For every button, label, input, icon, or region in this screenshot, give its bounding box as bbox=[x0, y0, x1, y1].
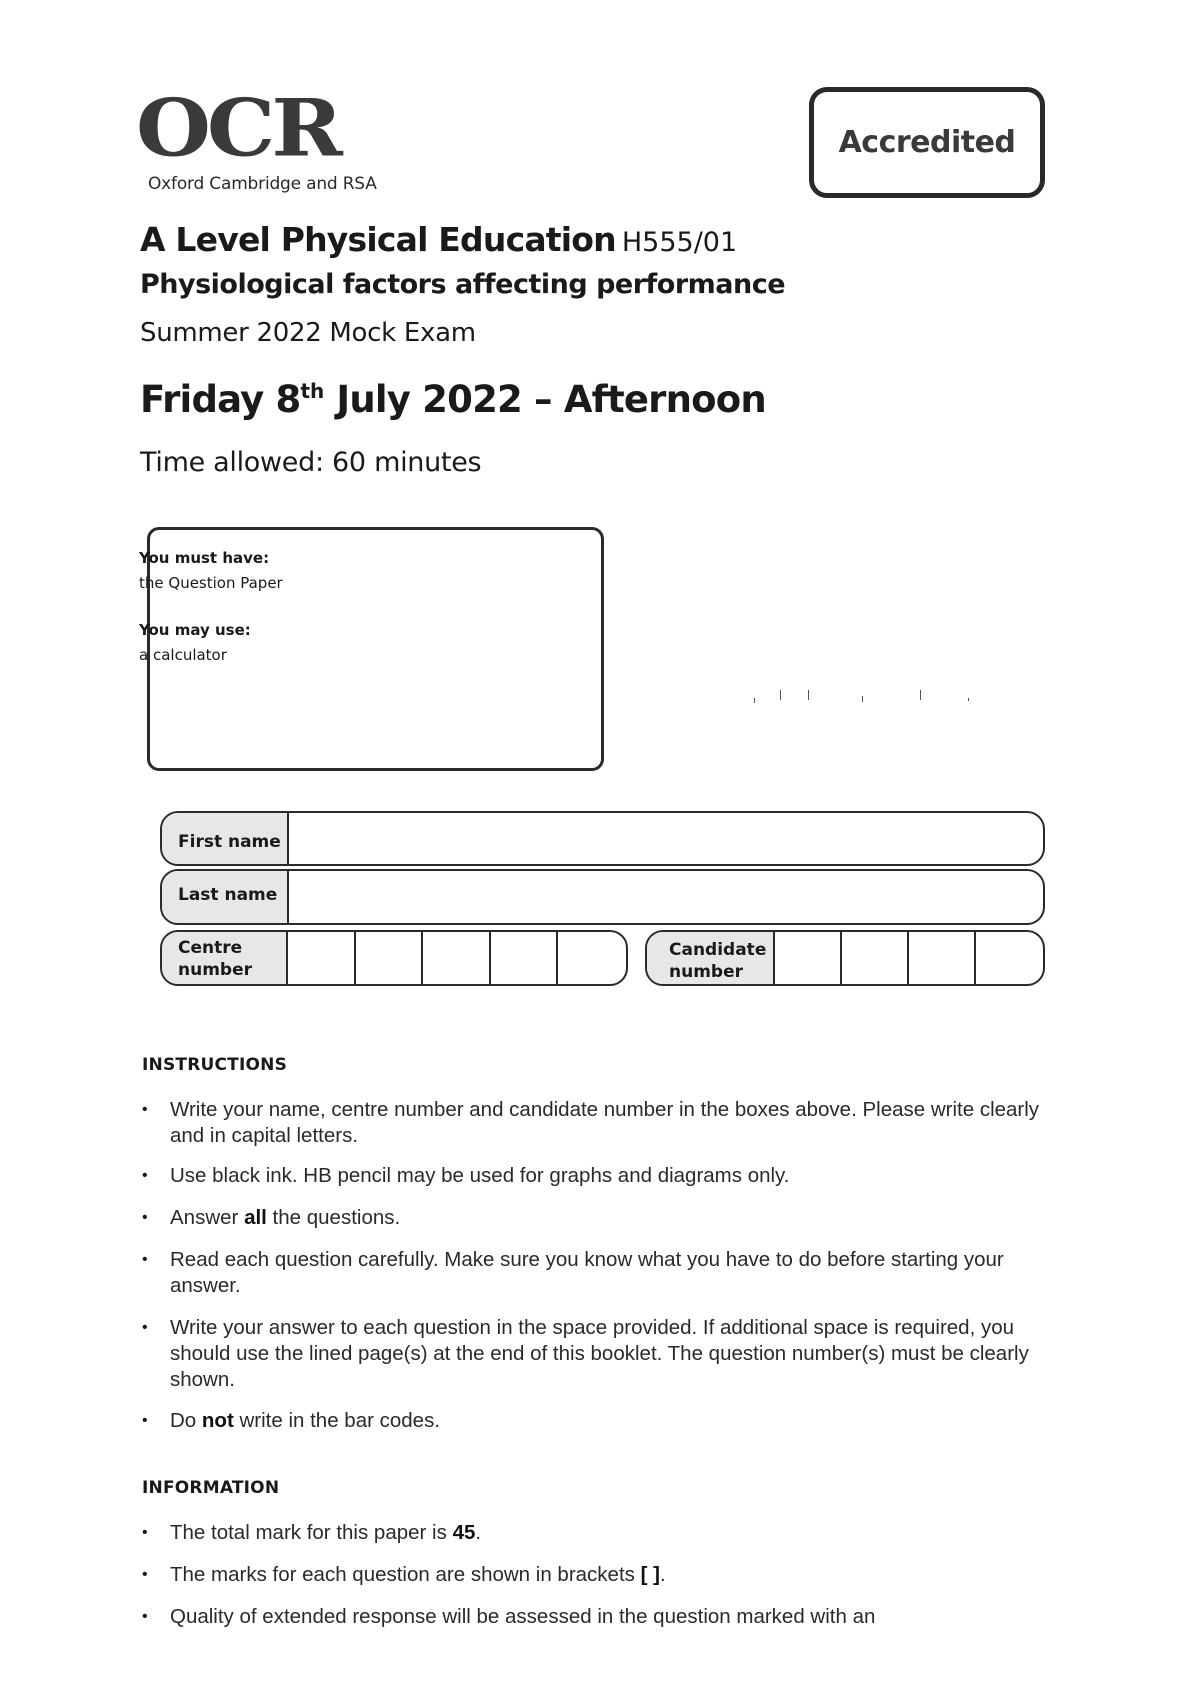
total-mark: 45 bbox=[452, 1521, 476, 1544]
title-block bbox=[140, 220, 1040, 478]
exam-date-day: Friday 8 bbox=[140, 378, 301, 421]
information-list bbox=[142, 1520, 1062, 1630]
centre-number-row bbox=[160, 930, 628, 986]
instruction-text: Write your answer to each question in the space provided. If additional space is required, you should use the lined page(s) at the end of this booklet. The question number(s) must be clearly shown. bbox=[170, 1316, 1029, 1391]
ocr-logo bbox=[136, 81, 396, 194]
list-item bbox=[142, 1520, 1062, 1546]
last-name-field[interactable] bbox=[289, 871, 1043, 923]
centre-number-label: Centre number bbox=[162, 932, 288, 984]
instruction-text: Write your name, centre number and candidate number in the boxes above. Please write clearly and in capital letters. bbox=[170, 1098, 1040, 1147]
list-item bbox=[142, 1205, 1062, 1231]
first-name-row bbox=[160, 811, 1045, 866]
exam-session: Summer 2022 Mock Exam bbox=[140, 318, 476, 348]
information-heading: INFORMATION bbox=[142, 1478, 280, 1498]
instructions-heading: INSTRUCTIONS bbox=[142, 1055, 288, 1075]
list-item bbox=[142, 1604, 1062, 1630]
exam-date-suffix: th bbox=[300, 379, 325, 403]
centre-number-digit[interactable] bbox=[423, 932, 491, 984]
information-text: . bbox=[659, 1563, 666, 1586]
instruction-text: write in the bar codes. bbox=[233, 1409, 441, 1432]
instructions-list bbox=[142, 1097, 1062, 1434]
logo-subtitle: Oxford Cambridge and RSA bbox=[148, 174, 377, 194]
qualification-title bbox=[140, 220, 1040, 259]
list-item bbox=[142, 1163, 1062, 1189]
list-item bbox=[142, 1247, 1062, 1299]
list-item bbox=[142, 1562, 1062, 1588]
instruction-text: Use black ink. HB pencil may be used for graphs and diagrams only. bbox=[170, 1164, 790, 1187]
first-name-label: First name bbox=[162, 813, 289, 864]
list-item bbox=[142, 1315, 1062, 1393]
centre-number-digit[interactable] bbox=[288, 932, 356, 984]
centre-number-digit[interactable] bbox=[356, 932, 424, 984]
instruction-emphasis: not bbox=[201, 1409, 234, 1432]
candidate-number-digit[interactable] bbox=[909, 932, 976, 984]
time-allowed: Time allowed: 60 minutes bbox=[140, 447, 482, 478]
instruction-text: Answer bbox=[170, 1206, 245, 1229]
may-use-item: a calculator bbox=[139, 646, 227, 664]
last-name-label: Last name bbox=[162, 871, 289, 923]
information-text: Quality of extended response will be assessed in the question marked with an bbox=[170, 1605, 876, 1628]
instruction-text: Read each question carefully. Make sure you know what you have to do before starting your answer. bbox=[170, 1248, 1004, 1297]
candidate-number-digit[interactable] bbox=[842, 932, 909, 984]
last-name-row bbox=[160, 869, 1045, 925]
equipment-text bbox=[139, 546, 283, 668]
exam-date bbox=[140, 378, 1040, 421]
centre-number-digit[interactable] bbox=[491, 932, 559, 984]
qualification-name: A Level Physical Education bbox=[140, 220, 616, 259]
candidate-number-digit[interactable] bbox=[775, 932, 842, 984]
first-name-field[interactable] bbox=[289, 813, 1043, 864]
barcode-remnant bbox=[750, 690, 980, 710]
centre-number-digit[interactable] bbox=[558, 932, 626, 984]
may-use-heading: You may use: bbox=[139, 621, 251, 639]
brackets-symbol: [ ] bbox=[640, 1563, 660, 1586]
paper-code: H555/01 bbox=[621, 227, 738, 258]
information-text: The marks for each question are shown in brackets bbox=[170, 1563, 641, 1586]
exam-date-rest: July 2022 – Afternoon bbox=[324, 378, 766, 421]
unit-title: Physiological factors affecting performance bbox=[140, 269, 786, 300]
information-text: . bbox=[475, 1521, 482, 1544]
instruction-text: the questions. bbox=[266, 1206, 401, 1229]
candidate-number-digit[interactable] bbox=[976, 932, 1043, 984]
must-have-item: the Question Paper bbox=[139, 574, 283, 592]
candidate-number-row bbox=[645, 930, 1045, 986]
logo-text: OCR bbox=[136, 81, 339, 175]
list-item bbox=[142, 1097, 1062, 1149]
instruction-emphasis: all bbox=[244, 1206, 267, 1229]
candidate-number-label: Candidate number bbox=[647, 932, 775, 984]
must-have-heading: You must have: bbox=[139, 549, 270, 567]
accredited-badge: Accredited bbox=[809, 87, 1045, 198]
information-text: The total mark for this paper is bbox=[170, 1521, 453, 1544]
instruction-text: Do bbox=[170, 1409, 202, 1432]
list-item bbox=[142, 1408, 1062, 1434]
